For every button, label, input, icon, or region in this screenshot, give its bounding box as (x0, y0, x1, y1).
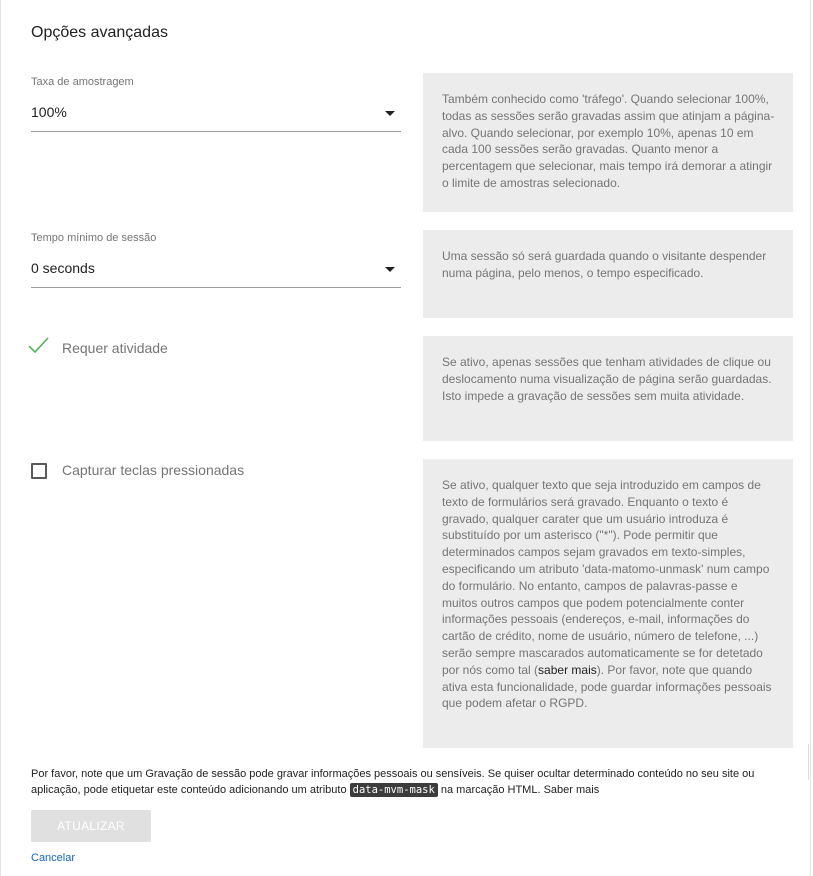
capture-keystrokes-help-tail: ). Por favor, note que quando ativa esta funcionalidade, pode guardar informações pessoais que podem afetar o RGPD. (442, 662, 772, 711)
requires-activity-help: Se ativo, apenas sessões que tenham atividades de clique ou deslocamento numa visualização de página serão guardadas. Isto impede a gravação de sessões sem muita atividade. (423, 336, 793, 441)
learn-more-link[interactable]: saber mais (538, 662, 597, 677)
capture-keystrokes-help-text: Se ativo, qualquer texto que seja introduzido em campos de texto de formulários será gravado. Enquanto o texto é gravado, qualquer carater que um usuário introduza é substituído por um asterisco ("*"). Pode permitir que determinados campos sejam gravados em texto-simples, especificando um atributo 'data-matomo-unmask' num campo do formulário. No entanto, campos de palavras-passe e muitos outros campos que podem potencialmente conter informações pessoais (endereços, e-mail, informações do cartão de crédito, nome de usuário, número de telefone, ...) serão sempre mascarados automaticamente se for detetado por nós como tal ( (442, 478, 770, 677)
requires-activity-checkbox[interactable] (31, 340, 231, 360)
capture-keystrokes-checkbox[interactable] (31, 462, 271, 482)
requires-activity-label: Requer atividade (62, 340, 168, 356)
caret-down-icon (385, 267, 395, 272)
scrollbar-edge (808, 744, 813, 780)
privacy-notice (31, 766, 791, 798)
update-button[interactable]: ATUALIZAR (31, 810, 151, 842)
sample-rate-label: Taxa de amostragem (31, 76, 134, 88)
sample-rate-value: 100% (31, 104, 67, 120)
min-session-time-label: Tempo mínimo de sessão (31, 232, 157, 244)
capture-keystrokes-help (423, 459, 793, 748)
panel-border-left (0, 0, 1, 876)
sample-rate-select[interactable] (31, 100, 401, 132)
privacy-notice-tail: na marcação HTML. Saber mais (437, 784, 600, 796)
checkmark-icon (28, 336, 50, 356)
cancel-link[interactable]: Cancelar (31, 852, 76, 864)
caret-down-icon (385, 111, 395, 116)
privacy-notice-text: Por favor, note que um Gravação de sessão pode gravar informações pessoais ou sensíveis. Se quiser ocultar determinado conteúdo no seu site ou aplicação, pode etiquetar este conteúdo adicionando um atributo (31, 768, 755, 796)
capture-keystrokes-label: Capturar teclas pressionadas (62, 462, 245, 478)
mask-attribute-code: data-mvm-mask (350, 783, 438, 797)
min-session-time-select[interactable] (31, 256, 401, 288)
checkbox-empty-icon (31, 463, 47, 479)
section-title: Opções avançadas (31, 24, 168, 41)
min-session-time-value: 0 seconds (31, 260, 95, 276)
min-session-time-help: Uma sessão só será guardada quando o visitante despender numa página, pelo menos, o tempo especificado. (423, 230, 793, 318)
sample-rate-help: Também conhecido como 'tráfego'. Quando selecionar 100%, todas as sessões serão gravadas assim que atinjam a página-alvo. Quando selecionar, por exemplo 10%, apenas 10 em cada 100 sessões serão gravadas. Quanto menor a percentagem que selecionar, mais tempo irá demorar a atingir o limite de amostras selecionado. (423, 73, 793, 212)
